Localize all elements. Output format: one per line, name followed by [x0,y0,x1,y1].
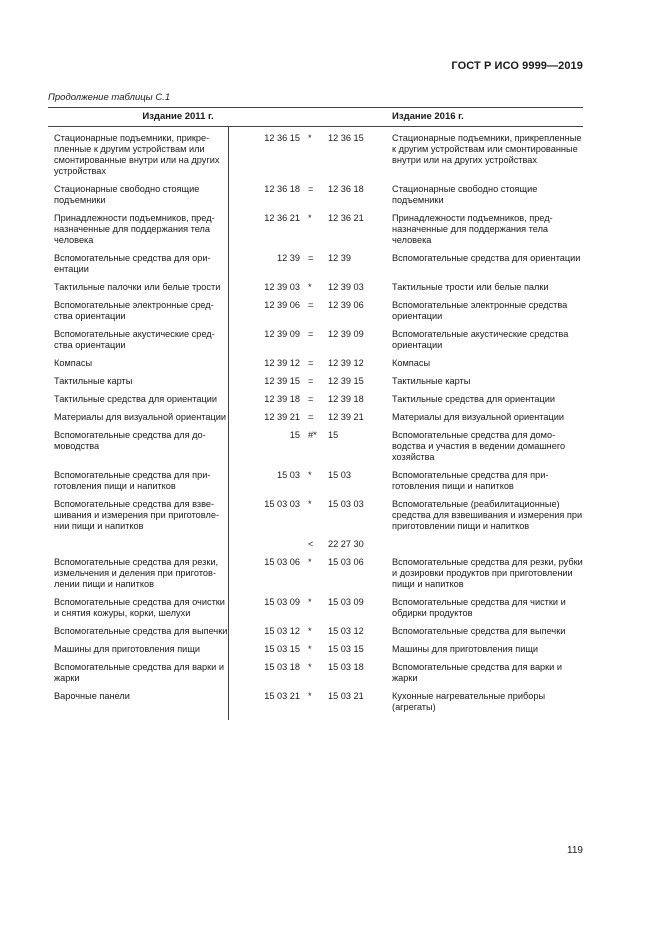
new-name-cell: Вспомогательные средства для чистки и обдирки продуктов [392,597,566,618]
old-code-cell: 12 36 21 [264,213,301,223]
relation-cell: * [308,644,312,654]
relation-cell: * [308,133,312,143]
relation-cell: = [308,412,314,422]
new-code-cell: 12 36 15 [328,133,364,143]
new-code-cell: 15 03 15 [328,644,364,654]
table-row [48,300,583,329]
table-row [48,376,583,394]
table-row [48,253,583,282]
old-code-cell: 15 03 03 [264,499,301,509]
old-code-cell [228,539,308,557]
new-code-cell: 15 03 12 [328,626,364,636]
table-row [48,626,583,644]
old-name-cell: Вспомогательные средства для домоводства [48,430,228,470]
relation-cell: = [308,329,314,339]
old-name-cell: Вспомогательные средства для варки и жарки [48,662,228,691]
new-code-cell: 15 03 [328,470,352,480]
old-name-cell: Вспомогательные средства для очистки и снятия кожуры, корки, шелухи [48,597,228,626]
new-code-cell: 12 39 18 [328,394,364,404]
old-code-cell: 12 36 18 [264,184,301,194]
relation-cell: * [308,499,312,509]
table-row [48,184,583,213]
new-name-cell: Вспомогательные электронные средства ориентации [392,300,568,321]
old-name-cell: Вспомогательные акустические средства ориентации [48,329,228,358]
new-code-cell: 12 39 [328,253,352,263]
relation-cell: = [308,184,314,194]
old-code-cell: 12 39 18 [264,394,301,404]
new-name-cell: Принадлежности подъемников, предназначенные для поддержания тела человека [392,213,553,245]
new-code-cell: 12 39 15 [328,376,364,386]
relation-cell: = [308,253,314,263]
old-name-cell: Машины для приготовления пищи [48,644,228,662]
table-row [48,430,583,470]
new-code-cell: 12 39 21 [328,412,364,422]
old-name-cell: Тактильные средства для ориентации [48,394,228,412]
new-name-cell: Вспомогательные (реабилитационные) средства для взвешивания и измерения при приготовлении пищи и напитков [392,499,583,531]
page-number: 119 [567,845,583,856]
relation-cell: = [308,394,314,404]
new-name-cell: Материалы для визуальной ориентации [392,412,565,422]
new-code-cell: 12 36 18 [328,184,364,194]
table-row [48,539,583,557]
old-name-cell: Вспомогательные средства для приготовления пищи и напитков [48,470,228,499]
old-name-cell: Вспомогательные электронные средства ориентации [48,300,228,329]
new-name-cell: Вспомогательные средства для домоводства и участия в ведении домашнего хозяйства [392,430,566,462]
header-edition-2016: Издание 2016 г. [392,108,583,127]
new-name-cell: Кухонные нагревательные приборы (агрегаты) [392,691,546,712]
old-code-cell: 12 39 09 [264,329,301,339]
table-row [48,282,583,300]
old-name-cell: Принадлежности подъемников, предназначенные для поддержания тела человека [48,213,228,253]
old-code-cell: 12 39 12 [264,358,301,368]
table-row [48,358,583,376]
table-header-row [48,108,583,127]
old-code-cell: 12 39 06 [264,300,301,310]
new-code-cell: 15 03 21 [328,691,364,701]
relation-cell: #* [308,430,317,440]
old-name-cell: Компасы [48,358,228,376]
old-name-cell: Стационарные свободно стоящие подъемники [48,184,228,213]
old-name-cell: Вспомогательные средства для взвешивания и измерения при приготовлении пищи и напитков [48,499,228,539]
old-code-cell: 15 03 21 [264,691,301,701]
document-id: ГОСТ Р ИСО 9999—2019 [451,60,583,72]
new-name-cell: Компасы [392,358,431,368]
new-name-cell: Стационарные подъемники, прикрепленные к другим устройствам или смонтированные внутри или на других устройствах [392,133,582,165]
new-name-cell: Тактильные трости или белые палки [392,282,549,292]
table-row [48,557,583,597]
new-name-cell: Машины для приготовления пищи [392,644,539,654]
header-spacer [308,108,392,127]
new-name-cell: Вспомогательные средства для резки, рубки и дозировки продуктов при приготовлении пищи и напитков [392,557,583,589]
new-code-cell: 15 03 09 [328,597,364,607]
new-code-cell: 12 39 09 [328,329,364,339]
old-code-cell: 15 03 09 [264,597,301,607]
old-code-cell: 12 39 21 [264,412,301,422]
new-code-cell: 12 39 06 [328,300,364,310]
old-code-cell: 12 36 15 [264,133,301,143]
table-row [48,394,583,412]
table-row [48,597,583,626]
relation-cell: * [308,213,312,223]
old-name-cell: Стационарные подъемники, прикрепленные к другим устройствам или смонтированные внутри или на других устройствах [48,127,228,185]
relation-cell: < [308,539,314,549]
old-name-cell: Варочные панели [48,691,228,720]
new-name-cell: Вспомогательные средства для ориентации [392,253,581,263]
header-edition-2011: Издание 2011 г. [48,108,308,127]
old-code-cell: 15 03 12 [264,626,301,636]
relation-cell: = [308,300,314,310]
old-code-cell: 15 03 18 [264,662,301,672]
table-row [48,470,583,499]
old-code-cell: 12 39 [277,253,301,263]
table-row [48,329,583,358]
new-name-cell: Тактильные карты [392,376,471,386]
new-code-cell: 12 39 03 [328,282,364,292]
relation-cell: * [308,597,312,607]
table-row [48,213,583,253]
old-name-cell: Тактильные карты [48,376,228,394]
table-row [48,127,583,185]
relation-cell: * [308,691,312,701]
relation-cell: * [308,662,312,672]
new-code-cell: 15 [328,430,339,440]
old-name-cell: Вспомогательные средства для выпечки [48,626,228,644]
new-code-cell: 12 39 12 [328,358,364,368]
new-name-cell [392,539,583,557]
relation-cell: * [308,470,312,480]
new-name-cell: Стационарные свободно стоящие подъемники [392,184,538,205]
old-code-cell: 12 39 03 [264,282,301,292]
correspondence-table [48,107,583,720]
new-code-cell: 15 03 03 [328,499,364,509]
old-name-cell: Материалы для визуальной ориентации [48,412,228,430]
table-row [48,662,583,691]
old-code-cell: 15 [289,430,301,440]
table-row [48,644,583,662]
old-code-cell: 15 03 [277,470,301,480]
table-caption: Продолжение таблицы С.1 [48,92,171,103]
relation-cell: * [308,557,312,567]
table-row [48,412,583,430]
relation-cell: = [308,358,314,368]
new-name-cell: Вспомогательные средства для приготовления пищи и напитков [392,470,549,491]
new-code-cell: 12 36 21 [328,213,364,223]
old-name-cell: Тактильные палочки или белые трости [48,282,228,300]
old-code-cell: 15 03 06 [264,557,301,567]
old-code-cell: 15 03 15 [264,644,301,654]
new-name-cell: Тактильные средства для ориентации [392,394,556,404]
relation-cell: * [308,282,312,292]
new-name-cell: Вспомогательные средства для варки и жарки [392,662,562,683]
relation-cell: = [308,376,314,386]
table-row [48,691,583,720]
new-code-cell: 15 03 18 [328,662,364,672]
old-code-cell: 12 39 15 [264,376,301,386]
new-name-cell: Вспомогательные акустические средства ориентации [392,329,569,350]
relation-cell: * [308,626,312,636]
old-name-cell [48,539,228,557]
new-code-cell: 15 03 06 [328,557,364,567]
old-name-cell: Вспомогательные средства для ориентации [48,253,228,282]
new-code-cell: 22 27 30 [328,539,364,549]
new-name-cell: Вспомогательные средства для выпечки [392,626,566,636]
old-name-cell: Вспомогательные средства для резки, измельчения и деления при приготовлении пищи и напитков [48,557,228,597]
table-body [48,127,583,721]
table-row [48,499,583,539]
